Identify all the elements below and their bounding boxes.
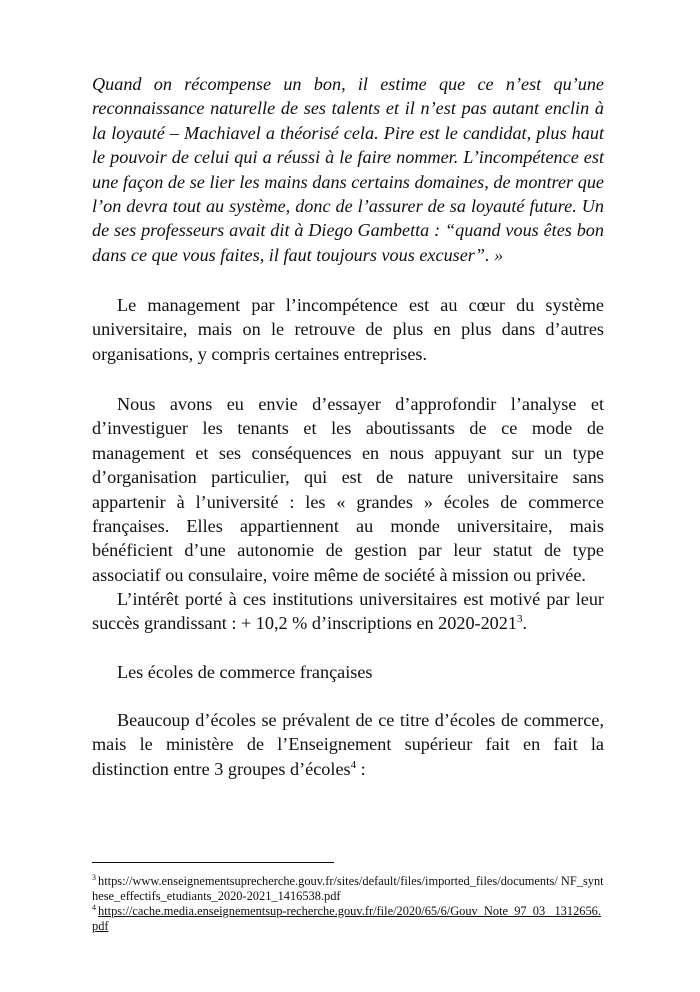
paragraph-schools-text: Beaucoup d’écoles se prévalent de ce titre d’écoles de commerce, mais le ministère de l’Enseignement supérieur fait en fait la distinction entre 3 groupes d’écoles [92, 710, 604, 779]
paragraph-schools-tail: : [356, 758, 366, 779]
quote-paragraph: Quand on récompense un bon, il estime que ce n’est qu’une reconnaissance naturelle de ses talents et il n’est pas autant enclin à la loyauté – Machiavel a théorisé cela. Pire est le candidat, plus haut le pouvoir de celui qui a réussi à le faire nommer. L’incompétence est une façon de se lier les mains dans certains domaines, de montrer que l’on devra tout au système, donc de l’assurer de sa loyauté future. Un de ses professeurs avait dit à Diego Gambetta : “quand vous êtes bon dans ce que vous faites, il faut toujours vous excuser”. » [92, 74, 604, 265]
paragraph-management: Le management par l’incompétence est au cœur du système universitaire, mais on le retrouve de plus en plus dans d’autres organisations, y compris certaines entreprises. [92, 295, 604, 364]
footnote-3-number: 3 [92, 872, 96, 882]
footnote-4-number: 4 [92, 902, 96, 912]
footnote-4-link[interactable]: https://cache.media.enseignementsup-recherche.gouv.fr/file/2020/65/6/Gouv_Note_97_03_ 1312656.pdf [92, 904, 601, 933]
footnote-3-link[interactable]: https://www.enseignementsuprecherche.gouv.fr/sites/default/files/imported_files/documents/ NF_synthese_effectifs_etudiants_2020-2021_1416538.pdf [92, 874, 604, 903]
paragraph-interest: L’intérêt porté à ces institutions universitaires est motivé par leur succès grandissant : + 10,2 % d’inscriptions en 2020-2021$^3$. [92, 589, 604, 634]
footnote-ref-3[interactable]: 3 [516, 613, 523, 626]
footnote-ref-4[interactable]: 4 [350, 758, 357, 771]
paragraph-analysis: Nous avons eu envie d’essayer d’approfondir l’analyse et d’investiguer les tenants et les aboutissants de ce mode de management et ses conséquences en nous appuyant sur un type d’organisation particulier, qui est de nature universitaire sans appartenir à l’université : les « grandes » écoles de commerce françaises. Elles appartiennent au monde universitaire, mais bénéficient d’une autonomie de gestion par leur statut de type associatif ou consulaire, voire même de société à mission ou privée. [92, 394, 604, 585]
section-heading: Les écoles de commerce françaises [117, 662, 373, 682]
paragraph-interest-text: L’intérêt porté à ces institutions universitaires est motivé par leur succès grandissant : + 10,2 % d’inscriptions en 2020-2021 [92, 589, 604, 634]
paragraph-schools [92, 708, 604, 781]
footnote-4 [92, 904, 604, 934]
footnote-divider [92, 862, 334, 863]
footnotes [92, 874, 604, 934]
footnote-3 [92, 874, 604, 904]
